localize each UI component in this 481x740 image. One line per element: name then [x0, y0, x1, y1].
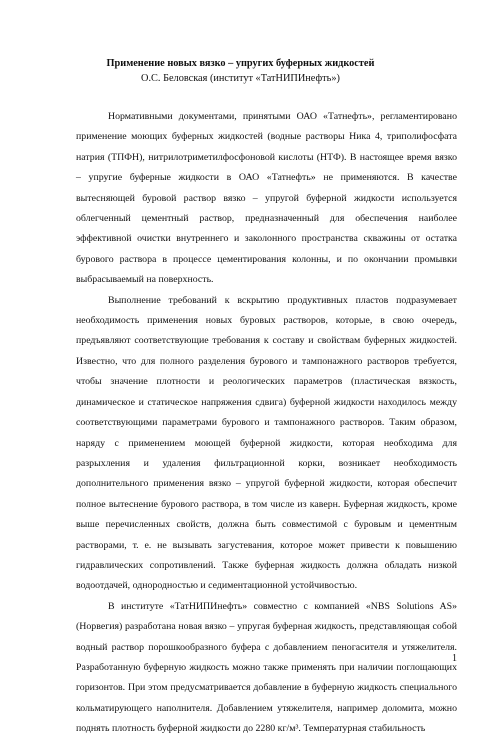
paragraph: Нормативными документами, принятыми ОАО «Татнефть», регламентировано применение моющих буферных жидкостей (водные растворы Ника 4, триполифосфата натрия (ТПФН), нитрилотриметилфосфоновой кислоты (НТФ). В настоящее время вязко – упругие буферные жидкости в ОАО «Татнефть» не применяются. В качестве вытесняющей буровой раствор вязко – упругой буферной жидкости используется облегченный цементный раствор, предназначенный для обеспечения наиболее эффективной очистки внутреннего и заколонного пространства скважины от остатка бурового раствора в процессе цементирования колонны, и по окончании промывки выбрасываемый на поверхность. [76, 111, 457, 286]
paragraph: Выполнение требований к вскрытию продуктивных пластов подразумевает необходимость применения новых буровых растворов, которые, в свою очередь, предъявляют соответствующие требования к составу и свойствам буферных жидкостей. Известно, что для полного разделения бурового и тампонажного растворов требуется, чтобы значение плотности и реологических параметров (пластическая вязкость, динамическое и статическое напряжения сдвига) буферной жидкости находилось между соответствующими параметрами бурового и тампонажного растворов. Таким образом, наряду с применением моющей буферной жидкости, которая необходима для разрыхления и удаления фильтрационной корки, возникает необходимость дополнительного применения вязко – упругой буферной жидкости, которая обеспечит полное вытеснение бурового раствора, в том числе из каверн. Буферная жидкость, кроме выше перечисленных свойств, должна быть совместимой с буровым и цементным растворами, т. е. не вызывать загустевания, которое может привести к повышению гидравлических сопротивлений. Также буферная жидкость должна обладать низкой водоотдачей, однородностью и седиментационной устойчивостью. [76, 294, 457, 592]
author-line: О.С. Беловская (институт «ТатНИПИнефть») [141, 73, 340, 84]
paragraph: В институте «ТатНИПИнефть» совместно с компанией «NBS Solutions AS» (Норвегия) разработана новая вязко – упругая буферная жидкость, представляющая собой водный раствор порошкообразного буфера с добавлением пеногасителя и утяжелителя. Разработанную буферную жидкость можно также применять при наличии поглощающих горизонтов. При этом предусматривается добавление в буферную жидкость специального кольматирующего наполнителя. Добавлением утяжелителя, например доломита, можно поднять плотность буферной жидкости до 2280 кг/м³. Температурная стабильность [76, 600, 457, 735]
page-title: Применение новых вязко – упругих буферных жидкостей [106, 58, 375, 69]
body-text [76, 107, 457, 740]
page-number: 1 [452, 653, 457, 664]
